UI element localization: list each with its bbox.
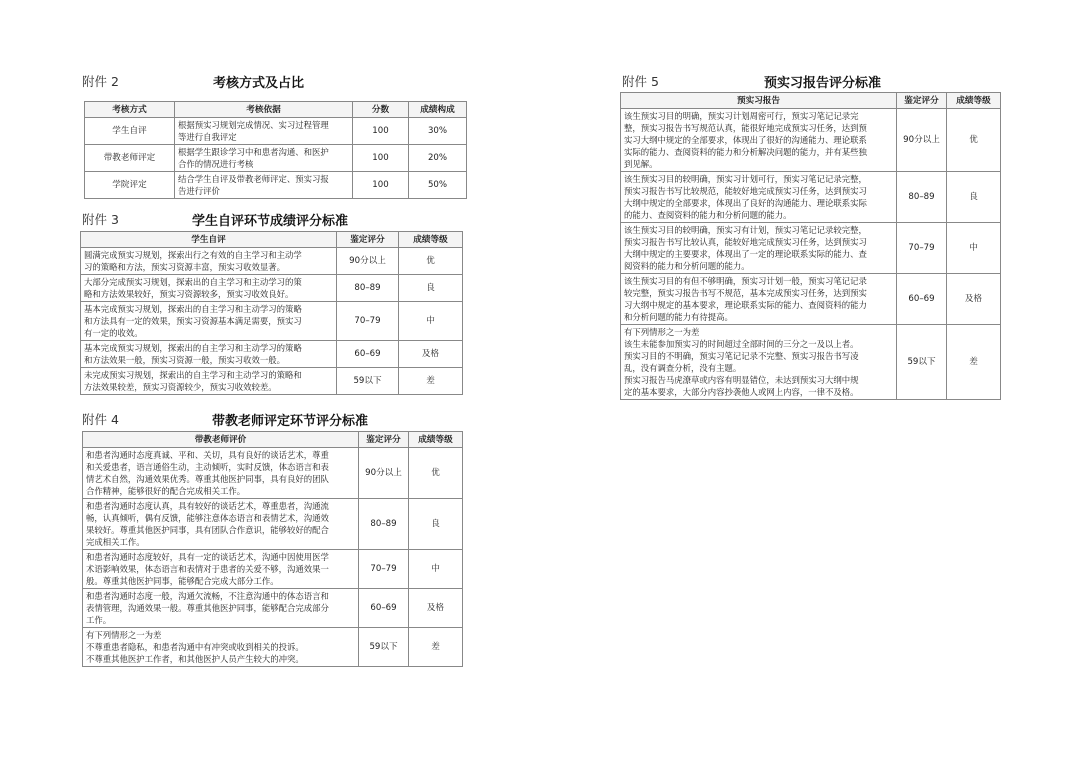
grade-cell: 及格 xyxy=(399,341,463,368)
score-cell: 80–89 xyxy=(359,499,409,550)
text-line: 未完成预实习规划，探索出的自主学习和主动学习的策略和 xyxy=(84,370,302,380)
score-cell: 70–79 xyxy=(359,550,409,589)
criteria-cell xyxy=(83,628,359,667)
method-cell: 学生自评 xyxy=(85,118,175,145)
text-line: 有下列情形之一为差 xyxy=(624,327,700,337)
text-line: 和方法具有一定的效果，预实习资源基本满足需要，预实习 xyxy=(84,316,302,326)
text-line: 表情管理，沟通效果一般。尊重其他医护同事，能够配合完成部分 xyxy=(86,603,329,613)
grade-cell: 差 xyxy=(409,628,463,667)
text-line: 合作精神，能够很好的配合完成相关工作。 xyxy=(86,486,246,496)
score-cell: 59以下 xyxy=(359,628,409,667)
grade-cell: 良 xyxy=(947,172,1001,223)
table-header-row xyxy=(83,432,463,448)
text-line: 预实习报告书写比较认真，能较好地完成预实习任务，达到预实习 xyxy=(624,237,867,247)
text-line: 合作的情况进行考核 xyxy=(178,159,254,169)
score-cell: 60–69 xyxy=(897,274,947,325)
text-line: 实习大纲中规定的全部要求，体现出了很好的沟通能力、理论联系 xyxy=(624,135,867,145)
appendix4-table xyxy=(82,431,463,667)
text-line: 术语影响效果，体态语言和表情对于患者的关爱不够，沟通效果一 xyxy=(86,564,329,574)
text-line: 该生预实习目的较明确，预实习计划可行，预实习笔记记录完整， xyxy=(624,174,867,184)
text-line: 基本完成预实习规划，探索出的自主学习和主动学习的策略 xyxy=(84,304,302,314)
weight-cell: 50% xyxy=(409,172,467,199)
appendix4-header xyxy=(82,410,472,428)
col-header: 成绩等级 xyxy=(947,93,1001,109)
col-header: 预实习报告 xyxy=(621,93,897,109)
text-line: 略和方法效果较好，预实习资源较多，预实习收效良好。 xyxy=(84,289,294,299)
table-row xyxy=(621,274,1001,325)
text-line: 根据预实习规划完成情况、实习过程管理 xyxy=(178,120,329,130)
text-line: 乱，没有调查分析，没有主题。 xyxy=(624,363,742,373)
appendix3-header xyxy=(82,210,472,228)
text-line: 的能力、查阅资料的能力和分析问题的能力。 xyxy=(624,210,792,220)
appendix2-label: 附件 2 xyxy=(82,74,119,89)
appendix2-table xyxy=(84,101,467,199)
criteria-cell xyxy=(81,341,337,368)
col-header: 成绩构成 xyxy=(409,102,467,118)
text-line: 和患者沟通时态度一般，沟通欠流畅，不注意沟通中的体态语言和 xyxy=(86,591,329,601)
table-row xyxy=(81,368,463,395)
appendix3-table xyxy=(80,231,463,395)
text-line: 不尊重其他医护工作者，和其他医护人员产生较大的冲突。 xyxy=(86,654,304,664)
weight-cell: 30% xyxy=(409,118,467,145)
table-row xyxy=(621,109,1001,172)
grade-cell: 差 xyxy=(399,368,463,395)
table-row xyxy=(81,341,463,368)
criteria-cell xyxy=(621,274,897,325)
score-cell: 60–69 xyxy=(359,589,409,628)
criteria-cell xyxy=(81,368,337,395)
score-cell: 80–89 xyxy=(337,275,399,302)
text-line: 大纲中规定的主要要求，体现出了一定的理论联系实际的能力、查 xyxy=(624,249,867,259)
grade-cell: 中 xyxy=(409,550,463,589)
table-row xyxy=(83,550,463,589)
weight-cell: 20% xyxy=(409,145,467,172)
text-line: 预实习报告马虎潦草或内容有明显错位，未达到预实习大纲中规 xyxy=(624,375,859,385)
appendix5-header xyxy=(622,72,1012,90)
col-header: 鉴定评分 xyxy=(897,93,947,109)
col-header: 鉴定评分 xyxy=(359,432,409,448)
score-cell: 60–69 xyxy=(337,341,399,368)
grade-cell: 中 xyxy=(399,302,463,341)
score-cell: 59以下 xyxy=(337,368,399,395)
method-cell: 学院评定 xyxy=(85,172,175,199)
table-row xyxy=(621,223,1001,274)
criteria-cell xyxy=(621,223,897,274)
text-line: 预实习目的不明确，预实习笔记记录不完整、预实习报告书写凌 xyxy=(624,351,859,361)
text-line: 方法效果较差，预实习资源较少，预实习收效较差。 xyxy=(84,382,277,392)
text-line: 该生预实习目的明确，预实习计划周密可行，预实习笔记记录完 xyxy=(624,111,859,121)
grade-cell: 优 xyxy=(399,248,463,275)
text-line: 和患者沟通时态度较好，具有一定的谈话艺术，沟通中因使用医学 xyxy=(86,552,329,562)
text-line: 整，预实习报告书写规范认真，能很好地完成预实习任务，达到预 xyxy=(624,123,867,133)
criteria-cell xyxy=(621,325,897,400)
grade-cell: 及格 xyxy=(409,589,463,628)
text-line: 阅资料的能力和分析问题的能力。 xyxy=(624,261,750,271)
appendix5-label: 附件 5 xyxy=(622,74,659,89)
table-row xyxy=(85,118,467,145)
table-row xyxy=(85,145,467,172)
table-row xyxy=(83,589,463,628)
text-line: 大部分完成预实习规划，探索出的自主学习和主动学习的策 xyxy=(84,277,302,287)
table-row xyxy=(621,172,1001,223)
basis-cell xyxy=(175,145,353,172)
text-line: 等进行自我评定 xyxy=(178,132,237,142)
score-cell: 90分以上 xyxy=(897,109,947,172)
text-line: 该生预实习目的有但不够明确，预实习计划一般，预实习笔记记录 xyxy=(624,276,867,286)
text-line: 大纲中规定的全部要求，体现出了良好的沟通能力、理论联系实际 xyxy=(624,198,867,208)
score-cell: 59以下 xyxy=(897,325,947,400)
table-header-row xyxy=(85,102,467,118)
grade-cell: 及格 xyxy=(947,274,1001,325)
criteria-cell xyxy=(621,109,897,172)
appendix3-label: 附件 3 xyxy=(82,212,119,227)
basis-cell xyxy=(175,172,353,199)
text-line: 圆满完成预实习规划，探索出行之有效的自主学习和主动学 xyxy=(84,250,302,260)
text-line: 结合学生自评及带教老师评定、预实习报 xyxy=(178,174,329,184)
table-row xyxy=(621,325,1001,400)
score-cell: 90分以上 xyxy=(337,248,399,275)
table-row xyxy=(81,302,463,341)
text-line: 习大纲中规定的基本要求，理论联系实际的能力、查阅资料的能力 xyxy=(624,300,867,310)
text-line: 般。尊重其他医护同事，能够配合完成大部分工作。 xyxy=(86,576,279,586)
appendix5-title: 预实习报告评分标准 xyxy=(764,76,882,91)
criteria-cell xyxy=(81,302,337,341)
table-row xyxy=(83,628,463,667)
table-header-row xyxy=(81,232,463,248)
grade-cell: 中 xyxy=(947,223,1001,274)
text-line: 该生未能参加预实习的时间超过全部时间的三分之一及以上者。 xyxy=(624,339,859,349)
text-line: 有一定的收效。 xyxy=(84,328,143,338)
text-line: 不尊重患者隐私，和患者沟通中有冲突或收到相关的投诉。 xyxy=(86,642,304,652)
criteria-cell xyxy=(621,172,897,223)
text-line: 习的策略和方法，预实习资源丰富，预实习收效显著。 xyxy=(84,262,285,272)
appendix5-table xyxy=(620,92,1001,400)
col-header: 带教老师评价 xyxy=(83,432,359,448)
method-cell: 带教老师评定 xyxy=(85,145,175,172)
col-header: 成绩等级 xyxy=(409,432,463,448)
grade-cell: 良 xyxy=(409,499,463,550)
criteria-cell xyxy=(83,550,359,589)
grade-cell: 优 xyxy=(947,109,1001,172)
text-line: 和关爱患者，语言通俗生动，主动倾听，实时反馈，体态语言和表 xyxy=(86,462,329,472)
text-line: 工作。 xyxy=(86,615,112,625)
grade-cell: 差 xyxy=(947,325,1001,400)
score-cell: 90分以上 xyxy=(359,448,409,499)
text-line: 预实习报告书写比较规范，能较好地完成预实习任务，达到预实习 xyxy=(624,186,867,196)
col-header: 鉴定评分 xyxy=(337,232,399,248)
appendix2-header xyxy=(82,72,472,90)
criteria-cell xyxy=(81,275,337,302)
score-cell: 100 xyxy=(353,118,409,145)
table-row xyxy=(83,448,463,499)
text-line: 情艺术自然，沟通效果优秀。尊重其他医护同事，具有良好的团队 xyxy=(86,474,329,484)
col-header: 成绩等级 xyxy=(399,232,463,248)
col-header: 考核依据 xyxy=(175,102,353,118)
score-cell: 70–79 xyxy=(337,302,399,341)
text-line: 较完整，预实习报告书写不规范，基本完成预实习任务，达到预实 xyxy=(624,288,867,298)
grade-cell: 良 xyxy=(399,275,463,302)
text-line: 和患者沟通时态度真诚、平和、关切，具有良好的谈话艺术，尊重 xyxy=(86,450,329,460)
score-cell: 70–79 xyxy=(897,223,947,274)
col-header: 学生自评 xyxy=(81,232,337,248)
criteria-cell xyxy=(81,248,337,275)
table-header-row xyxy=(621,93,1001,109)
text-line: 到见解。 xyxy=(624,159,658,169)
appendix3-title: 学生自评环节成绩评分标准 xyxy=(192,214,349,229)
col-header: 分数 xyxy=(353,102,409,118)
score-cell: 100 xyxy=(353,145,409,172)
score-cell: 100 xyxy=(353,172,409,199)
score-cell: 80–89 xyxy=(897,172,947,223)
table-row xyxy=(81,275,463,302)
col-header: 考核方式 xyxy=(85,102,175,118)
criteria-cell xyxy=(83,589,359,628)
appendix2-title: 考核方式及占比 xyxy=(213,76,305,91)
text-line: 该生预实习目的较明确，预实习有计划，预实习笔记记录较完整， xyxy=(624,225,867,235)
text-line: 告进行评价 xyxy=(178,186,220,196)
table-row xyxy=(85,172,467,199)
text-line: 和分析问题的能力有待提高。 xyxy=(624,312,733,322)
table-row xyxy=(81,248,463,275)
text-line: 基本完成预实习规划，探索出的自主学习和主动学习的策略 xyxy=(84,343,302,353)
text-line: 有下列情形之一为差 xyxy=(86,630,162,640)
appendix4-title: 带教老师评定环节评分标准 xyxy=(212,414,369,429)
text-line: 根据学生跟诊学习中和患者沟通、和医护 xyxy=(178,147,329,157)
basis-cell xyxy=(175,118,353,145)
table-row xyxy=(83,499,463,550)
criteria-cell xyxy=(83,448,359,499)
appendix4-label: 附件 4 xyxy=(82,412,119,427)
text-line: 果较好。尊重其他医护同事，具有团队合作意识，能够较好的配合 xyxy=(86,525,329,535)
text-line: 完成相关工作。 xyxy=(86,537,145,547)
text-line: 畅，认真倾听，偶有反馈，能够注意体态语言和表情艺术，沟通效 xyxy=(86,513,329,523)
grade-cell: 优 xyxy=(409,448,463,499)
criteria-cell xyxy=(83,499,359,550)
text-line: 和患者沟通时态度认真，具有较好的谈话艺术，尊重患者，沟通流 xyxy=(86,501,329,511)
text-line: 实际的能力、查阅资料的能力和分析解决问题的能力，并有某些独 xyxy=(624,147,867,157)
text-line: 和方法效果一般，预实习资源一般，预实习收效一般。 xyxy=(84,355,285,365)
text-line: 定的基本要求，大部分内容抄袭他人或网上内容，一律不及格。 xyxy=(624,387,859,397)
